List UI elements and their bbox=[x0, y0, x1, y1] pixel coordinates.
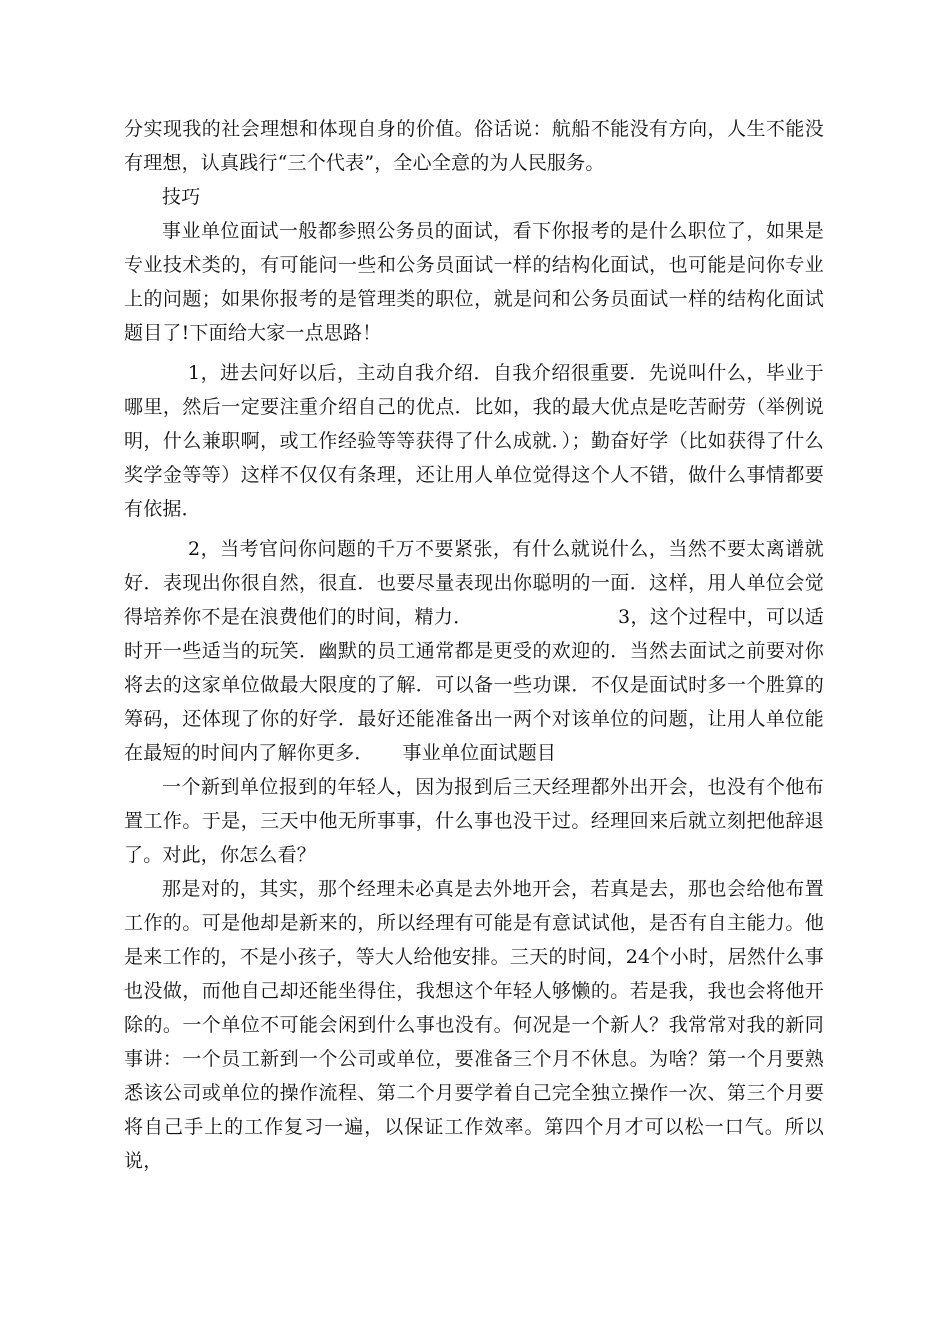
paragraph-point-1: 1，进去问好以后，主动自我介绍．自我介绍很重要．先说叫什么，毕业于哪里，然后一定要注重介绍自己的优点．比如，我的最大优点是吃苦耐劳（举例说明，什么兼职啊，或工作经验等等获得了什么成就．）；勤奋好学（比如获得了什么奖学金等等）这样不仅仅有条理，还让用人单位觉得这个人不错，做什么事情都要有依据． bbox=[124, 362, 824, 520]
paragraph-continuation: 分实现我的社会理想和体现自身的价值。俗话说：航船不能没有方向，人生不能没有理想，认真践行“三个代表”，全心全意的为人民服务。 bbox=[124, 118, 824, 174]
section-heading-tips: 技巧 bbox=[162, 186, 201, 208]
paragraph-intro: 事业单位面试一般都参照公务员的面试，看下你报考的是什么职位了，如果是专业技术类的，有可能问一些和公务员面试一样的结构化面试，也可能是问你专业上的问题；如果你报考的是管理类的职位，就是问和公务员面试一样的结构化面试题目了!下面给大家一点思路！ bbox=[124, 220, 824, 344]
paragraph-point-2-3: 2，当考官问你问题的千万不要紧张，有什么就说什么，当然不要太离谱就好．表现出你很自然，很直．也要尽量表现出你聪明的一面．这样，用人单位会觉得培养你不是在浪费他们的时间，精力． 3，这个过程中，可以适时开一些适当的玩笑．幽默的员工通常都是更受的欢迎的．当然去面试之前要对你将去的这家单位做最大限度的了解．可以备一些功课．不仅是面试时多一个胜算的筹码，还体现了你的好学．最好还能准备出一两个对该单位的问题，让用人单位能在最短的时间内了解你更多． 事业单位面试题目 bbox=[124, 538, 824, 764]
document-body bbox=[124, 112, 824, 1178]
paragraph-answer: 那是对的，其实，那个经理未必真是去外地开会，若真是去，那也会给他布置工作的。可是他却是新来的，所以经理有可能是有意试试他，是否有自主能力。他是来工作的，不是小孩子，等大人给他安排。三天的时间，24个小时，居然什么事也没做，而他自己却还能坐得住，我想这个年轻人够懒的。若是我，我也会将他开除的。一个单位不可能会闲到什么事也没有。何况是一个新人？我常常对我的新同事讲：一个员工新到一个公司或单位，要准备三个月不休息。为啥？第一个月要熟悉该公司或单位的操作流程、第二个月要学着自己完全独立操作一次、第三个月要将自己手上的工作复习一遍，以保证工作效率。第四个月才可以松一口气。所以说， bbox=[124, 878, 824, 1172]
paragraph-question: 一个新到单位报到的年轻人，因为报到后三天经理都外出开会，也没有个他布置工作。于是，三天中他无所事事，什么事也没干过。经理回来后就立刻把他辞退了。对此，你怎么看？ bbox=[124, 776, 824, 866]
